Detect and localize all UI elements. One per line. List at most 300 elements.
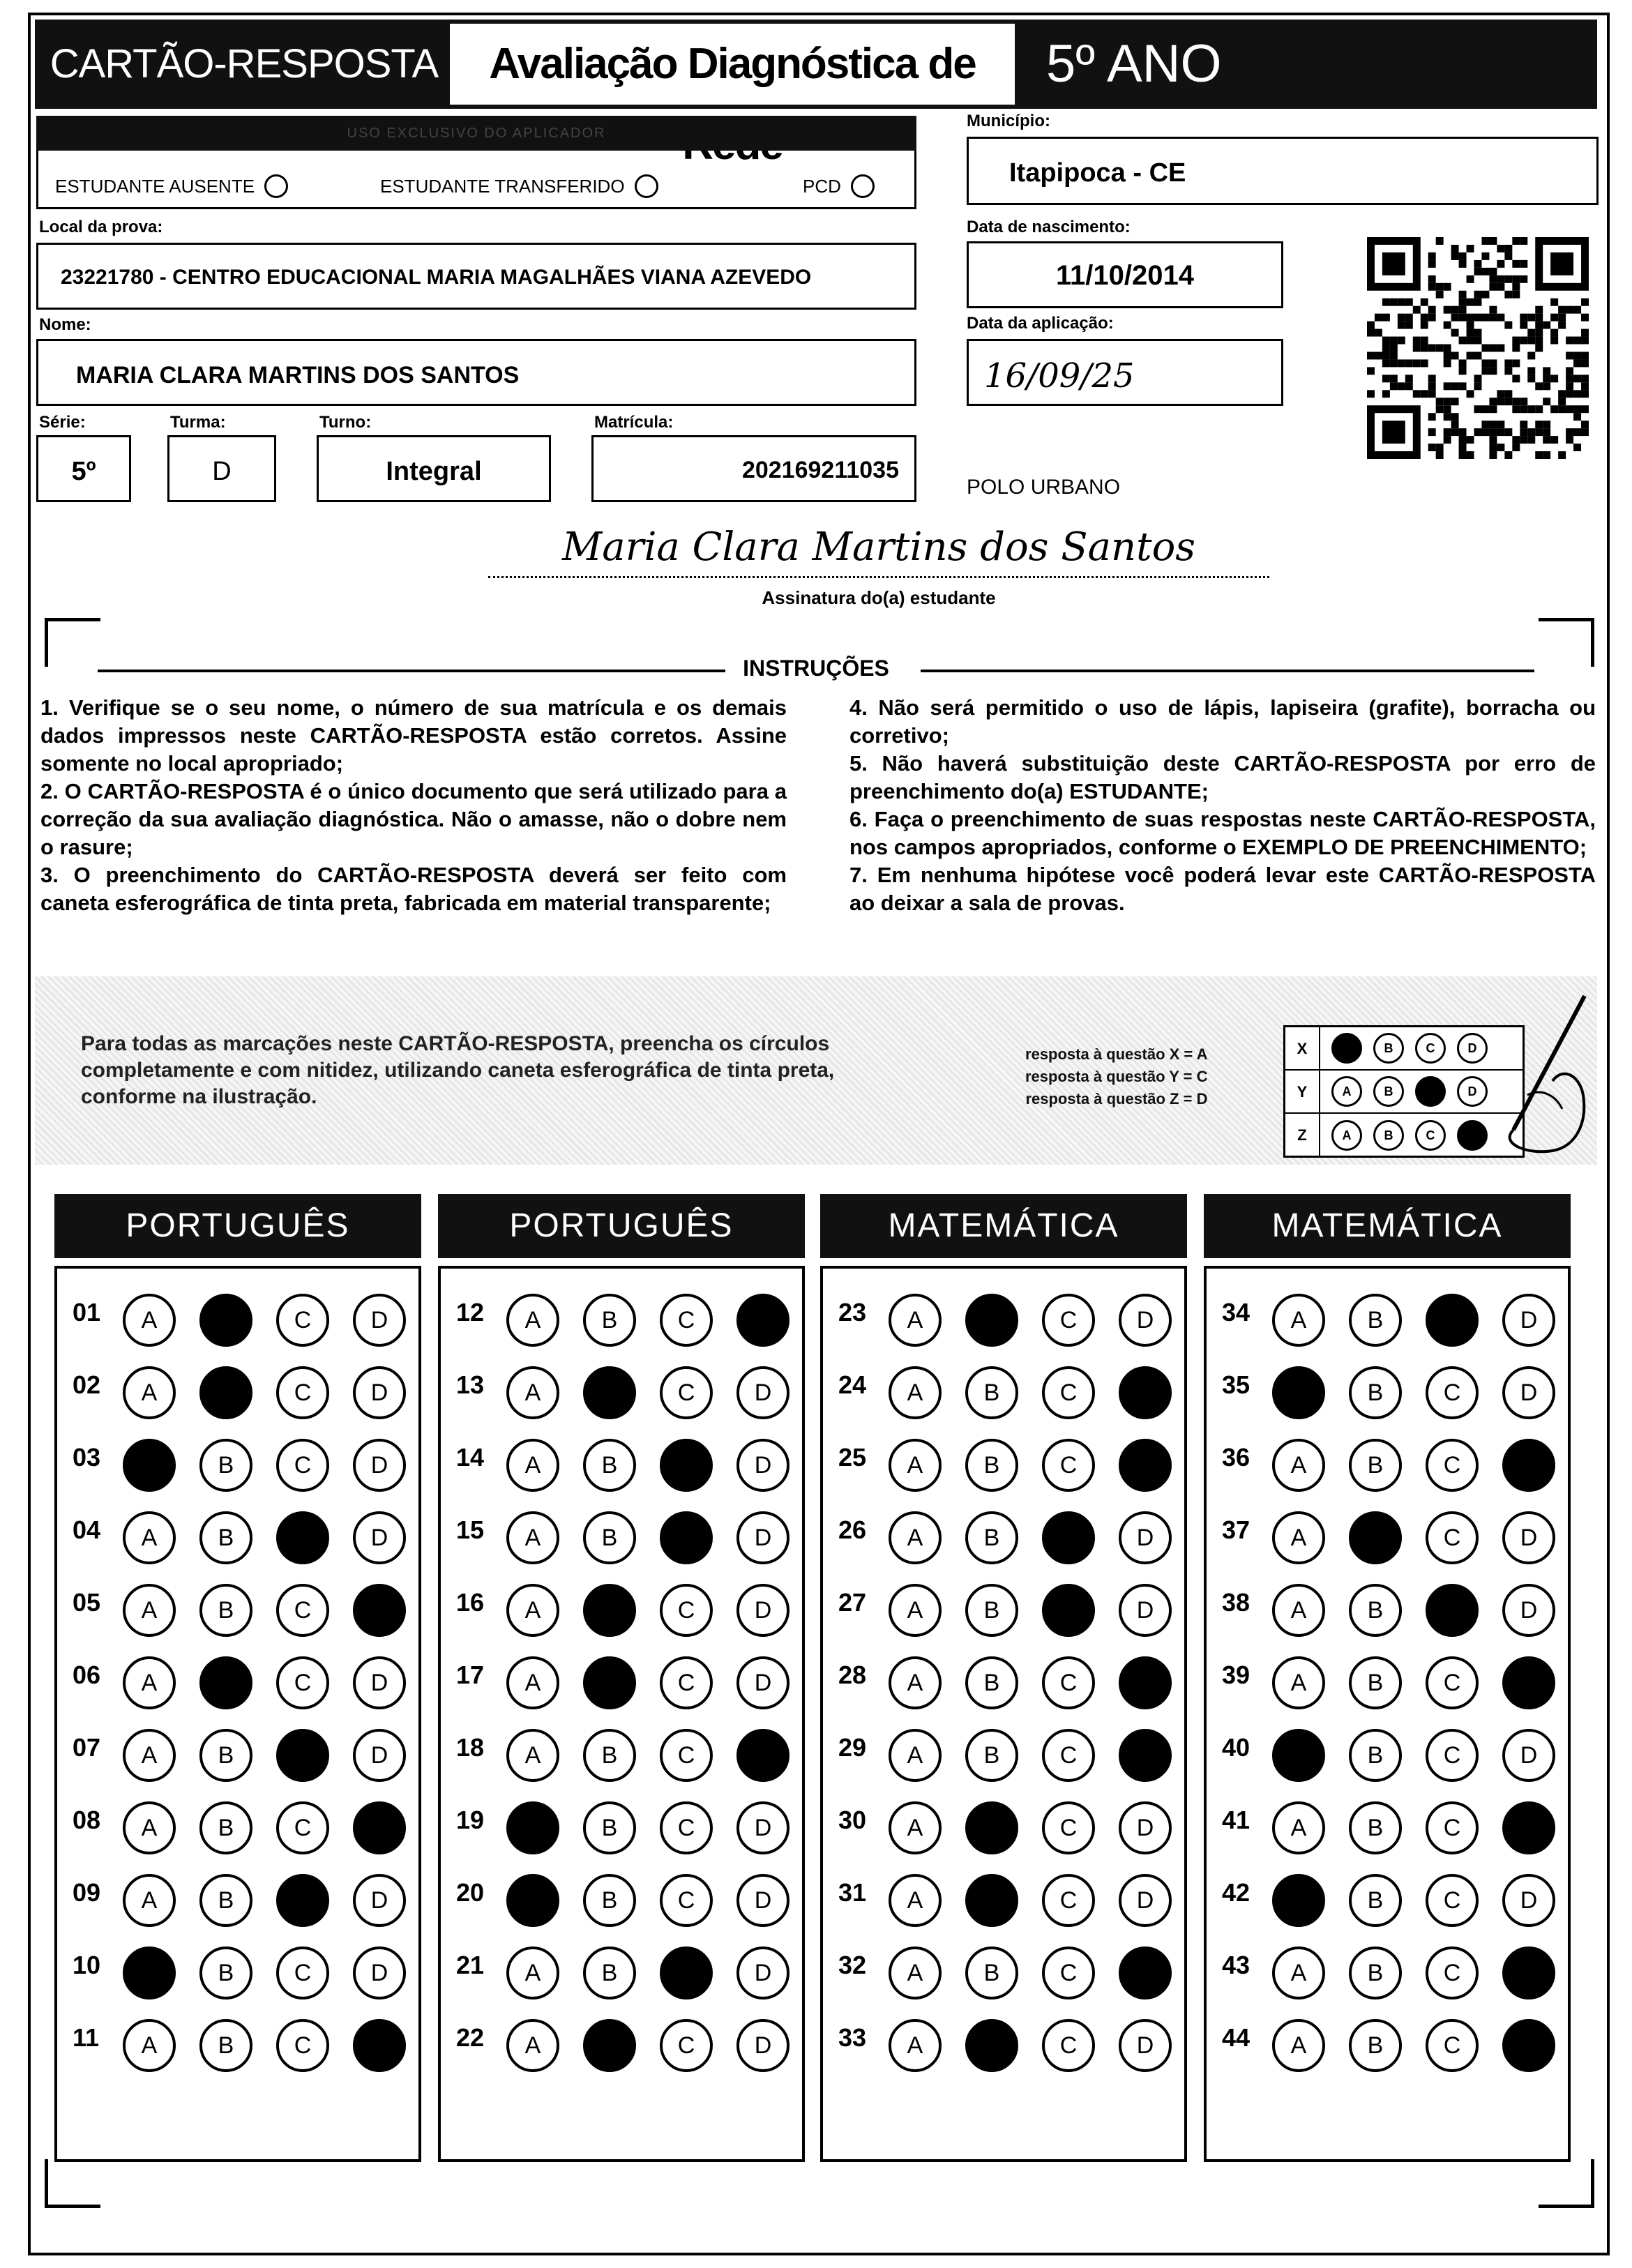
question-number: 21	[456, 1951, 485, 1979]
answer-bubble-d[interactable]: D	[1119, 2019, 1172, 2072]
answer-bubble-d[interactable]: D	[353, 1729, 406, 1782]
answer-bubble-b[interactable]: B	[1349, 1656, 1402, 1709]
aplicacao-label: Data da aplicação:	[967, 314, 1114, 333]
question-row	[57, 1718, 418, 1790]
answer-bubble-b-marked[interactable]: B	[965, 1294, 1018, 1347]
answer-bubble-d[interactable]: D	[353, 1366, 406, 1419]
answer-bubble-c[interactable]: C	[276, 1656, 329, 1709]
answer-bubble-c-marked[interactable]: C	[276, 1511, 329, 1564]
answer-bubble-d[interactable]: D	[736, 1656, 789, 1709]
signature-value: Maria Clara Martins dos Santos	[561, 524, 1196, 570]
option-absent-label: ESTUDANTE AUSENTE	[55, 175, 255, 197]
instructions-right	[849, 694, 1596, 917]
option-transferred[interactable]	[380, 174, 658, 198]
question-number: 15	[456, 1515, 485, 1544]
question-row	[1207, 1718, 1568, 1790]
local-box	[36, 243, 916, 310]
answer-bubble-b[interactable]: B	[1349, 1366, 1402, 1419]
answer-bubble-c[interactable]: C	[1426, 1511, 1479, 1564]
question-row	[441, 1428, 802, 1500]
question-number: 28	[838, 1661, 867, 1689]
answer-bubble-b-marked[interactable]: B	[199, 1656, 252, 1709]
answer-bubble-c-marked[interactable]: C	[660, 1439, 713, 1492]
answer-bubble-a[interactable]: A	[506, 1294, 559, 1347]
answer-bubble-c[interactable]: C	[660, 1366, 713, 1419]
answer-bubble-b[interactable]: B	[199, 1439, 252, 1492]
qr-code	[1367, 237, 1589, 459]
question-row	[441, 1935, 802, 2008]
instruction-1: 1. Verifique se o seu nome, o número de sua matrícula e os demais dados impressos neste CARTÃO-RESPOSTA estão corretos. Assine somente no local apropriado;	[40, 695, 787, 776]
question-number: 09	[73, 1878, 101, 1907]
question-row	[1207, 1428, 1568, 1500]
question-row	[1207, 1790, 1568, 1863]
question-row	[441, 1500, 802, 1573]
column-header-4: MATEMÁTICA	[1204, 1194, 1571, 1258]
answer-bubble-b[interactable]: B	[199, 1729, 252, 1782]
answer-bubble-b[interactable]: B	[583, 1511, 636, 1564]
question-number: 02	[73, 1370, 101, 1399]
answer-bubble-c[interactable]: C	[276, 1946, 329, 1999]
answer-bubble-b[interactable]: B	[583, 1729, 636, 1782]
question-number: 22	[456, 2023, 485, 2052]
answer-bubble-a[interactable]: A	[889, 2019, 942, 2072]
column-header-3: MATEMÁTICA	[820, 1194, 1187, 1258]
question-number: 03	[73, 1443, 101, 1472]
answer-bubble-a[interactable]: A	[506, 1511, 559, 1564]
nascimento-label: Data de nascimento:	[967, 218, 1131, 236]
example-legend	[1025, 1043, 1207, 1110]
answer-bubble-d-marked[interactable]: D	[353, 2019, 406, 2072]
corner-bottom-right	[1539, 2159, 1594, 2208]
question-number: 42	[1222, 1878, 1251, 1907]
question-row	[57, 1355, 418, 1428]
answer-bubble-a[interactable]: A	[889, 1584, 942, 1637]
answer-bubble-b[interactable]: B	[965, 1584, 1018, 1637]
question-number: 33	[838, 2023, 867, 2052]
answer-bubble-b[interactable]: B	[583, 1874, 636, 1927]
turno-box	[317, 435, 551, 502]
answer-bubble-d[interactable]: D	[1119, 1294, 1172, 1347]
answer-bubble-d-marked[interactable]: D	[1119, 1366, 1172, 1419]
polo-label: POLO URBANO	[967, 476, 1121, 499]
answer-bubble-d-marked[interactable]: D	[1502, 1656, 1555, 1709]
answer-bubble-b[interactable]: B	[583, 1294, 636, 1347]
answer-bubble-a[interactable]: A	[1272, 2019, 1325, 2072]
answer-bubble-a[interactable]: A	[889, 1729, 942, 1782]
instructions-rule-left	[98, 670, 725, 672]
answer-bubble-b[interactable]: B	[965, 1511, 1018, 1564]
local-label: Local da prova:	[39, 218, 163, 236]
answer-bubble-b-marked[interactable]: B	[583, 1366, 636, 1419]
instruction-4: 4. Não será permitido o uso de lápis, lapiseira (grafite), borracha ou corretivo;	[849, 695, 1596, 748]
answer-bubble-d[interactable]: D	[1119, 1511, 1172, 1564]
answer-bubble-b-marked[interactable]: B	[583, 1584, 636, 1637]
example-bubble-c: C	[1415, 1120, 1446, 1151]
answer-bubble-d[interactable]: D	[1502, 1294, 1555, 1347]
example-bubble-d: D	[1457, 1076, 1488, 1107]
option-transferred-label: ESTUDANTE TRANSFERIDO	[380, 175, 625, 197]
answer-bubble-c-marked[interactable]: C	[276, 1729, 329, 1782]
answer-bubble-c[interactable]: C	[276, 1801, 329, 1854]
question-number: 34	[1222, 1298, 1251, 1326]
answer-bubble-d[interactable]: D	[736, 1584, 789, 1637]
answer-bubble-a[interactable]: A	[123, 1366, 176, 1419]
answer-bubble-a-marked[interactable]: A	[1272, 1366, 1325, 1419]
answer-bubble-c[interactable]: C	[1426, 1656, 1479, 1709]
answer-bubble-d-marked[interactable]: D	[1502, 1946, 1555, 1999]
answer-bubble-c[interactable]: C	[1042, 1729, 1095, 1782]
answer-bubble-d[interactable]: D	[736, 1366, 789, 1419]
answer-bubble-b[interactable]: B	[199, 1511, 252, 1564]
example-legend-y: resposta à questão Y = C	[1025, 1068, 1208, 1085]
question-row	[823, 1428, 1184, 1500]
answer-bubble-d[interactable]: D	[353, 1946, 406, 1999]
turno-value: Integral	[386, 457, 482, 486]
answer-bubble-c[interactable]: C	[1426, 1874, 1479, 1927]
question-row	[441, 1573, 802, 1645]
example-row-label: X	[1285, 1027, 1320, 1069]
question-row	[441, 1718, 802, 1790]
answer-bubble-a[interactable]: A	[506, 2019, 559, 2072]
answer-bubble-c[interactable]: C	[276, 1366, 329, 1419]
answer-bubble-a[interactable]: A	[1272, 1656, 1325, 1709]
answer-bubble-b-marked[interactable]: B	[965, 2019, 1018, 2072]
turma-label: Turma:	[170, 413, 226, 432]
question-number: 11	[73, 2023, 100, 2052]
answer-bubble-c[interactable]: C	[1042, 1874, 1095, 1927]
answer-bubble-c[interactable]: C	[660, 1801, 713, 1854]
answer-bubble-b-marked[interactable]: B	[199, 1294, 252, 1347]
answer-bubble-c[interactable]: C	[660, 1729, 713, 1782]
answer-bubble-c[interactable]: C	[1426, 1439, 1479, 1492]
answer-bubble-d[interactable]: D	[353, 1294, 406, 1347]
answer-bubble-b-marked[interactable]: B	[1349, 1511, 1402, 1564]
question-number: 37	[1222, 1515, 1251, 1544]
answer-bubble-c[interactable]: C	[1042, 2019, 1095, 2072]
answer-bubble-d-marked[interactable]: D	[736, 1729, 789, 1782]
example-text: Para todas as marcações neste CARTÃO-RESPOSTA, preencha os círculos completamente e com nitidez, utilizando caneta esferográfica de tinta preta, conforme na ilustração.	[81, 1032, 835, 1108]
instruction-6: 6. Faça o preenchimento de suas respostas neste CARTÃO-RESPOSTA, nos campos apropriados, conforme o EXEMPLO DE PREENCHIMENTO;	[849, 807, 1596, 859]
example-bubble-a: A	[1331, 1120, 1362, 1151]
answer-bubble-a[interactable]: A	[123, 1294, 176, 1347]
answer-bubble-a[interactable]: A	[1272, 1801, 1325, 1854]
question-row	[823, 1573, 1184, 1645]
answer-bubble-c[interactable]: C	[660, 2019, 713, 2072]
question-number: 14	[456, 1443, 485, 1472]
example-band	[35, 976, 1597, 1165]
question-number: 32	[838, 1951, 867, 1979]
answer-bubble-d-marked[interactable]: D	[1119, 1729, 1172, 1782]
answer-bubble-c[interactable]: C	[660, 1584, 713, 1637]
answer-bubble-b[interactable]: B	[1349, 1801, 1402, 1854]
question-number: 44	[1222, 2023, 1251, 2052]
answer-bubble-d[interactable]: D	[353, 1511, 406, 1564]
answer-bubble-a[interactable]: A	[123, 1656, 176, 1709]
answer-bubble-a[interactable]: A	[889, 1946, 942, 1999]
answer-bubble-a[interactable]: A	[1272, 1294, 1325, 1347]
corner-top-right	[1539, 618, 1594, 667]
answer-bubble-d[interactable]: D	[353, 1656, 406, 1709]
answer-bubble-b-marked[interactable]: B	[965, 1801, 1018, 1854]
question-row	[441, 2008, 802, 2080]
answer-bubble-d-marked[interactable]: D	[1119, 1656, 1172, 1709]
option-transferred-circle[interactable]	[635, 174, 658, 198]
answer-bubble-b[interactable]: B	[1349, 1294, 1402, 1347]
answer-bubble-b[interactable]: B	[1349, 2019, 1402, 2072]
answer-bubble-d-marked[interactable]: D	[1502, 2019, 1555, 2072]
answer-bubble-a[interactable]: A	[506, 1584, 559, 1637]
aplicador-bar: USO EXCLUSIVO DO APLICADOR	[36, 116, 916, 151]
answer-bubble-a[interactable]: A	[889, 1656, 942, 1709]
answer-bubble-d[interactable]: D	[736, 1874, 789, 1927]
answer-bubble-b-marked[interactable]: B	[583, 2019, 636, 2072]
answer-bubble-d-marked[interactable]: D	[353, 1584, 406, 1637]
nascimento-value: 11/10/2014	[1056, 260, 1194, 291]
answer-bubble-a[interactable]: A	[1272, 1584, 1325, 1637]
answer-bubble-b[interactable]: B	[199, 1946, 252, 1999]
column-header-1: PORTUGUÊS	[54, 1194, 421, 1258]
answer-bubble-d[interactable]: D	[1119, 1584, 1172, 1637]
answer-bubble-a[interactable]: A	[1272, 1511, 1325, 1564]
answer-bubble-a[interactable]: A	[889, 1294, 942, 1347]
example-bubble-b: B	[1373, 1033, 1404, 1064]
question-number: 31	[838, 1878, 867, 1907]
answer-bubble-b[interactable]: B	[199, 2019, 252, 2072]
answer-bubble-d[interactable]: D	[1502, 1729, 1555, 1782]
answer-bubble-a[interactable]: A	[123, 1801, 176, 1854]
option-pcd-circle[interactable]	[851, 174, 875, 198]
example-legend-x: resposta à questão X = A	[1025, 1045, 1208, 1063]
answer-bubble-d-marked[interactable]: D	[1119, 1439, 1172, 1492]
answer-bubble-d-marked[interactable]: D	[353, 1801, 406, 1854]
answer-bubble-b[interactable]: B	[1349, 1584, 1402, 1637]
answer-bubble-b[interactable]: B	[583, 1946, 636, 1999]
question-row	[57, 2008, 418, 2080]
answer-bubble-a[interactable]: A	[506, 1946, 559, 1999]
instructions-left	[40, 694, 787, 917]
question-number: 38	[1222, 1588, 1251, 1617]
answer-bubble-c[interactable]: C	[1426, 2019, 1479, 2072]
answer-bubble-b[interactable]: B	[199, 1874, 252, 1927]
answer-bubble-d[interactable]: D	[353, 1874, 406, 1927]
question-row	[1207, 2008, 1568, 2080]
signature-label: Assinatura do(a) estudante	[762, 587, 996, 608]
answer-bubble-b[interactable]: B	[965, 1656, 1018, 1709]
answer-bubble-c[interactable]: C	[1042, 1439, 1095, 1492]
answer-bubble-b[interactable]: B	[583, 1801, 636, 1854]
question-row	[57, 1645, 418, 1718]
instructions-title: INSTRUÇÕES	[725, 656, 907, 681]
answer-bubble-c[interactable]: C	[276, 2019, 329, 2072]
question-number: 25	[838, 1443, 867, 1472]
answer-bubble-c[interactable]: C	[1426, 1801, 1479, 1854]
answer-bubble-c-marked[interactable]: C	[660, 1946, 713, 1999]
answer-bubble-c[interactable]: C	[660, 1294, 713, 1347]
question-number: 08	[73, 1806, 101, 1834]
answer-bubble-b-marked[interactable]: B	[199, 1366, 252, 1419]
answer-bubble-c-marked[interactable]: C	[1426, 1294, 1479, 1347]
answer-bubble-c[interactable]: C	[1042, 1656, 1095, 1709]
example-bubble-b: B	[1373, 1120, 1404, 1151]
answer-bubble-a-marked[interactable]: A	[123, 1439, 176, 1492]
answer-bubble-b[interactable]: B	[1349, 1946, 1402, 1999]
answer-bubble-c-marked[interactable]: C	[276, 1874, 329, 1927]
answer-bubble-a[interactable]: A	[889, 1801, 942, 1854]
answer-bubble-c[interactable]: C	[276, 1439, 329, 1492]
question-row	[57, 1935, 418, 2008]
question-row	[441, 1645, 802, 1718]
answer-bubble-a-marked[interactable]: A	[1272, 1729, 1325, 1782]
question-number: 06	[73, 1661, 101, 1689]
signature-line	[488, 576, 1269, 578]
answer-bubble-c[interactable]: C	[660, 1874, 713, 1927]
nome-value: MARIA CLARA MARTINS DOS SANTOS	[76, 362, 520, 388]
answer-bubble-a[interactable]: A	[506, 1366, 559, 1419]
answer-bubble-a[interactable]: A	[506, 1439, 559, 1492]
answer-bubble-d-marked[interactable]: D	[736, 1294, 789, 1347]
aplicador-box	[36, 151, 916, 209]
aplicacao-box[interactable]	[967, 339, 1283, 406]
answer-bubble-a[interactable]: A	[123, 1874, 176, 1927]
answer-bubble-c[interactable]: C	[1042, 1946, 1095, 1999]
instruction-2: 2. O CARTÃO-RESPOSTA é o único documento que será utilizado para a correção da sua avaliação diagnóstica. Não o amasse, não o dobre nem o rasure;	[40, 779, 787, 859]
answer-bubble-a[interactable]: A	[506, 1656, 559, 1709]
answer-bubble-b[interactable]: B	[1349, 1729, 1402, 1782]
option-absent-circle[interactable]	[264, 174, 288, 198]
answer-bubble-b[interactable]: B	[1349, 1439, 1402, 1492]
answer-bubble-b[interactable]: B	[583, 1439, 636, 1492]
question-number: 27	[838, 1588, 867, 1617]
answer-bubble-a-marked[interactable]: A	[506, 1874, 559, 1927]
answer-bubble-d[interactable]: D	[1119, 1801, 1172, 1854]
question-row	[57, 1790, 418, 1863]
column-header-2: PORTUGUÊS	[438, 1194, 805, 1258]
answer-bubble-a-marked[interactable]: A	[123, 1946, 176, 1999]
answer-bubble-d[interactable]: D	[1502, 1511, 1555, 1564]
answer-bubble-d[interactable]: D	[1502, 1366, 1555, 1419]
answer-bubble-d[interactable]: D	[1119, 1874, 1172, 1927]
option-absent[interactable]	[55, 174, 288, 198]
question-number: 20	[456, 1878, 485, 1907]
answer-column-4	[1204, 1266, 1571, 2162]
answer-bubble-b[interactable]: B	[965, 1729, 1018, 1782]
answer-bubble-b[interactable]: B	[199, 1584, 252, 1637]
question-number: 10	[73, 1951, 101, 1979]
question-row	[441, 1283, 802, 1355]
matricula-value: 202169211035	[741, 457, 899, 483]
answer-bubble-c[interactable]: C	[1042, 1294, 1095, 1347]
answer-bubble-c-marked[interactable]: C	[1042, 1584, 1095, 1637]
question-number: 40	[1222, 1733, 1251, 1762]
turma-box	[167, 435, 276, 502]
example-bubble-c: C	[1415, 1033, 1446, 1064]
answer-bubble-a[interactable]: A	[1272, 1946, 1325, 1999]
answer-bubble-c-marked[interactable]: C	[1426, 1584, 1479, 1637]
answer-bubble-a[interactable]: A	[506, 1729, 559, 1782]
answer-bubble-d[interactable]: D	[1502, 1874, 1555, 1927]
question-number: 01	[73, 1298, 101, 1326]
answer-bubble-b-marked[interactable]: B	[965, 1874, 1018, 1927]
example-legend-z: resposta à questão Z = D	[1025, 1090, 1208, 1107]
answer-bubble-c[interactable]: C	[1426, 1729, 1479, 1782]
question-number: 04	[73, 1515, 101, 1544]
aplicacao-value: 16/09/25	[984, 356, 1135, 395]
answer-bubble-c-marked[interactable]: C	[1042, 1511, 1095, 1564]
question-row	[823, 1718, 1184, 1790]
answer-bubble-d[interactable]: D	[353, 1439, 406, 1492]
instructions-rule-right	[921, 670, 1534, 672]
question-row	[823, 1935, 1184, 2008]
answer-bubble-b[interactable]: B	[199, 1801, 252, 1854]
answer-bubble-a[interactable]: A	[123, 1729, 176, 1782]
answer-bubble-a[interactable]: A	[123, 1511, 176, 1564]
question-row	[1207, 1573, 1568, 1645]
answer-bubble-d-marked[interactable]: D	[1119, 1946, 1172, 1999]
answer-bubble-d[interactable]: D	[736, 1511, 789, 1564]
answer-bubble-c[interactable]: C	[1042, 1801, 1095, 1854]
answer-column-2	[438, 1266, 805, 2162]
example-bubble-d: D	[1457, 1033, 1488, 1064]
question-number: 19	[456, 1806, 485, 1834]
option-pcd[interactable]	[803, 174, 875, 198]
answer-bubble-c[interactable]: C	[1426, 1366, 1479, 1419]
answer-bubble-b[interactable]: B	[1349, 1874, 1402, 1927]
answer-bubble-a-marked[interactable]: A	[506, 1801, 559, 1854]
nascimento-box	[967, 241, 1283, 308]
answer-bubble-b[interactable]: B	[965, 1946, 1018, 1999]
question-number: 29	[838, 1733, 867, 1762]
answer-bubble-b[interactable]: B	[965, 1439, 1018, 1492]
answer-bubble-c[interactable]: C	[660, 1656, 713, 1709]
answer-bubble-a[interactable]: A	[123, 2019, 176, 2072]
answer-bubble-b-marked[interactable]: B	[583, 1656, 636, 1709]
question-row	[823, 2008, 1184, 2080]
question-row	[823, 1500, 1184, 1573]
example-row-label: Y	[1285, 1071, 1320, 1112]
answer-bubble-d[interactable]: D	[736, 2019, 789, 2072]
question-row	[1207, 1500, 1568, 1573]
answer-bubble-b[interactable]: B	[965, 1366, 1018, 1419]
answer-bubble-a[interactable]: A	[889, 1874, 942, 1927]
answer-bubble-d[interactable]: D	[736, 1801, 789, 1854]
answer-bubble-c[interactable]: C	[276, 1584, 329, 1637]
answer-bubble-a[interactable]: A	[889, 1366, 942, 1419]
answer-bubble-a-marked[interactable]: A	[1272, 1874, 1325, 1927]
question-number: 41	[1222, 1806, 1251, 1834]
answer-bubble-d[interactable]: D	[1502, 1584, 1555, 1637]
instruction-3: 3. O preenchimento do CARTÃO-RESPOSTA deverá ser feito com caneta esferográfica de tinta preta, fabricada em material transparente;	[40, 863, 787, 915]
answer-bubble-d-marked[interactable]: D	[1502, 1439, 1555, 1492]
answer-bubble-a[interactable]: A	[889, 1511, 942, 1564]
answer-bubble-d[interactable]: D	[736, 1439, 789, 1492]
question-number: 07	[73, 1733, 101, 1762]
question-row	[823, 1283, 1184, 1355]
answer-bubble-d[interactable]: D	[736, 1946, 789, 1999]
question-row	[57, 1500, 418, 1573]
answer-bubble-c[interactable]: C	[1042, 1366, 1095, 1419]
serie-value: 5º	[71, 457, 96, 486]
answer-bubble-a[interactable]: A	[889, 1439, 942, 1492]
answer-bubble-c[interactable]: C	[276, 1294, 329, 1347]
question-row	[57, 1283, 418, 1355]
answer-bubble-d-marked[interactable]: D	[1502, 1801, 1555, 1854]
turno-label: Turno:	[319, 413, 372, 432]
answer-bubble-c-marked[interactable]: C	[660, 1511, 713, 1564]
answer-bubble-a[interactable]: A	[1272, 1439, 1325, 1492]
answer-bubble-c[interactable]: C	[1426, 1946, 1479, 1999]
answer-bubble-a[interactable]: A	[123, 1584, 176, 1637]
matricula-label: Matrícula:	[594, 413, 674, 432]
